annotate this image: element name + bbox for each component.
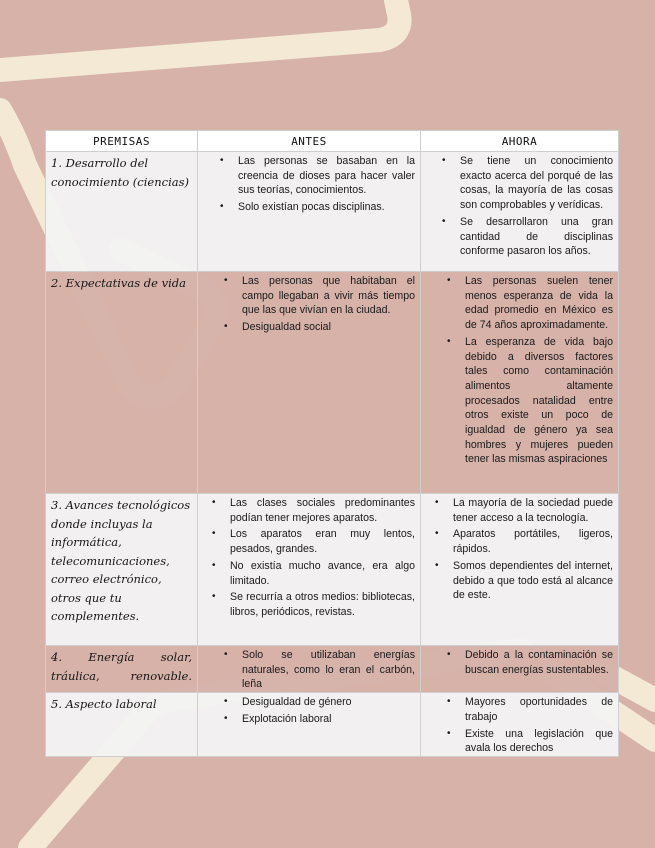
ahora-point: • Se desarrollaron una gran cantidad de disciplinas conforme pasaron los años. [460, 215, 613, 259]
ahora-point: • Existe una legislación que avala los derechos [465, 727, 613, 756]
header-premisas: PREMISAS [46, 131, 198, 152]
table-row [46, 693, 619, 757]
antes-point: • Se recurría a otros medios: bibliotecas, libros, periódicos, revistas. [230, 590, 415, 619]
ahora-point: • Debido a la contaminación se buscan energías sustentables. [465, 648, 613, 677]
header-ahora: AHORA [421, 131, 619, 152]
premisa-cell: 4. Energía solar, tráulica, renovable. [51, 650, 192, 683]
comparison-table [45, 130, 619, 757]
ahora-point: • Se tiene un conocimiento exacto acerca del porqué de las cosas, la mayoría de las cosas son comprobables y verídicas. [460, 154, 613, 213]
antes-point: • Desigualdad de género [242, 695, 415, 710]
premisa-cell: 1. Desarrollo del conocimiento (ciencias) [51, 156, 189, 189]
antes-point: • Explotación laboral [242, 712, 415, 727]
table-row [46, 152, 619, 272]
ahora-point: • La mayoría de la sociedad puede tener acceso a la tecnología. [453, 496, 613, 525]
ahora-point: • Mayores oportunidades de trabajo [465, 695, 613, 724]
antes-point: • Solo se utilizaban energías naturales, como lo eran el carbón, leña [242, 648, 415, 692]
ahora-point: • La esperanza de vida bajo debido a diversos factores tales como contaminación alimentos altamente procesados natalidad entre otros existe un poco de igualdad de género ya sea hombres y mujeres pueden tener las mismas aspiraciones [465, 335, 613, 467]
ahora-point: • Aparatos portátiles, ligeros, rápidos. [453, 527, 613, 556]
premisa-cell: 3. Avances tecnológicos donde incluyas la informática, telecomunicaciones, correo electrónico, otros que tu complementes. [51, 498, 191, 623]
antes-point: • Los aparatos eran muy lentos, pesados, grandes. [230, 527, 415, 556]
header-antes: ANTES [198, 131, 421, 152]
antes-point: • Las personas que habitaban el campo llegaban a vivir más tiempo que las que vivían en la ciudad. [242, 274, 415, 318]
table-row [46, 494, 619, 646]
ahora-point: • Las personas suelen tener menos esperanza de vida la edad promedio en México es de 74 años aproximadamente. [465, 274, 613, 333]
table-row [46, 272, 619, 494]
premisa-cell: 2. Expectativas de vida [51, 276, 187, 290]
antes-point: • Las personas se basaban en la creencia de dioses para hacer valer sus teorías, conocimientos. [238, 154, 415, 198]
antes-point: • Solo existían pocas disciplinas. [238, 200, 415, 215]
ahora-point: • Somos dependientes del internet, debido a que todo está al alcance de este. [453, 559, 613, 603]
header-row [46, 131, 619, 152]
premisa-cell: 5. Aspecto laboral [51, 697, 157, 712]
antes-point: • No existía mucho avance, era algo limitado. [230, 559, 415, 588]
antes-point: • Desigualdad social [242, 320, 415, 335]
antes-point: • Las clases sociales predominantes podían tener mejores aparatos. [230, 496, 415, 525]
table-row [46, 646, 619, 693]
